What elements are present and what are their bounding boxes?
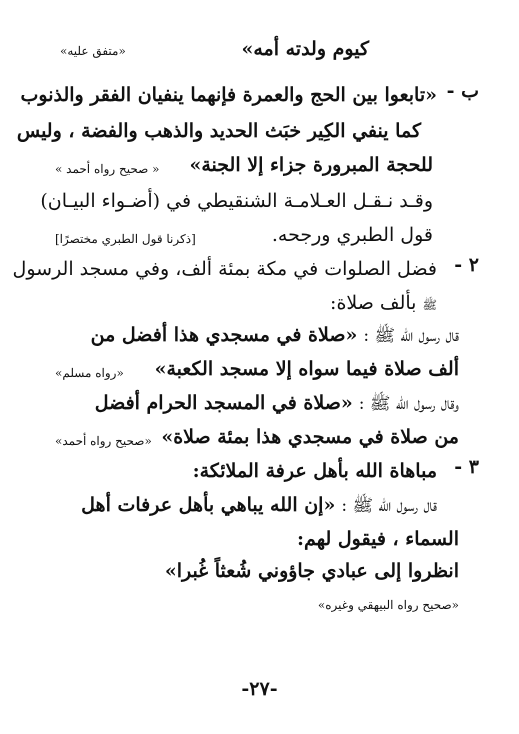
item-heading: فضل الصلوات في مكة بمئة ألف، وفي مسجد الرسول bbox=[12, 258, 437, 280]
hadith-line: انظروا إلى عبادي جاؤوني شُعثاً غُبرا» bbox=[164, 560, 459, 582]
honorific-glyph: ﷺ bbox=[422, 298, 437, 312]
source-reference: «صحيح رواه البيهقي وغيره» bbox=[317, 598, 459, 612]
source-reference: «رواه مسلم» bbox=[55, 366, 124, 380]
text-line: وقـد نـقـل العـلامـة الشنقيطي في (أضـواء البيـان) bbox=[40, 190, 433, 212]
author-note: [ذكرنا قول الطبري مختصرًا] bbox=[55, 232, 196, 246]
hadith-text: «صلاة في المسجد الحرام أفضل bbox=[94, 392, 353, 414]
page-number: -٢٧- bbox=[241, 678, 278, 700]
narration-intro: قال رسول الله ﷺ : bbox=[363, 326, 459, 346]
item-marker: ٣ - bbox=[454, 456, 479, 478]
item-marker: ب - bbox=[446, 80, 479, 102]
hadith-line: كما ينفي الكِير خبَث الحديد والذهب والفضة ، وليس bbox=[16, 120, 421, 142]
text-line bbox=[200, 288, 437, 320]
hadith-line: ألف صلاة فيما سواه إلا مسجد الكعبة» bbox=[154, 358, 459, 380]
narration-intro: وقال رسول الله ﷺ : bbox=[358, 394, 459, 414]
hadith-ending: كيوم ولدته أمه» bbox=[241, 38, 369, 60]
reference-text: «متفق عليه» bbox=[60, 44, 126, 58]
hadith-line: من صلاة في مسجدي هذا بمئة صلاة» bbox=[161, 426, 459, 448]
hadith-line: السماء ، فيقول لهم: bbox=[297, 528, 459, 550]
source-reference: «صحيح رواه أحمد» bbox=[55, 434, 152, 448]
hadith-text: «صلاة في مسجدي هذا أفضل من bbox=[90, 324, 358, 346]
hadith-line bbox=[50, 388, 459, 419]
hadith-line bbox=[50, 320, 459, 351]
hadith-line bbox=[50, 490, 437, 521]
hadith-line: للحجة المبرورة جزاء إلا الجنة» bbox=[189, 154, 433, 176]
source-reference bbox=[60, 36, 159, 66]
item-heading: مباهاة الله بأهل عرفة الملائكة: bbox=[192, 460, 437, 482]
source-reference: « صحيح رواه أحمد » bbox=[55, 162, 160, 176]
hadith-text: «إن الله يباهي بأهل عرفات أهل bbox=[81, 494, 336, 516]
item-marker: ٢ - bbox=[454, 254, 479, 276]
narration-intro: قال رسول الله ﷺ : bbox=[341, 496, 437, 516]
text-fragment: بألف صلاة: bbox=[330, 292, 417, 314]
text-line: قول الطبري ورجحه. bbox=[271, 224, 433, 246]
hadith-line: «تابعوا بين الحج والعمرة فإنهما ينفيان الفقر والذنوب bbox=[20, 84, 437, 106]
